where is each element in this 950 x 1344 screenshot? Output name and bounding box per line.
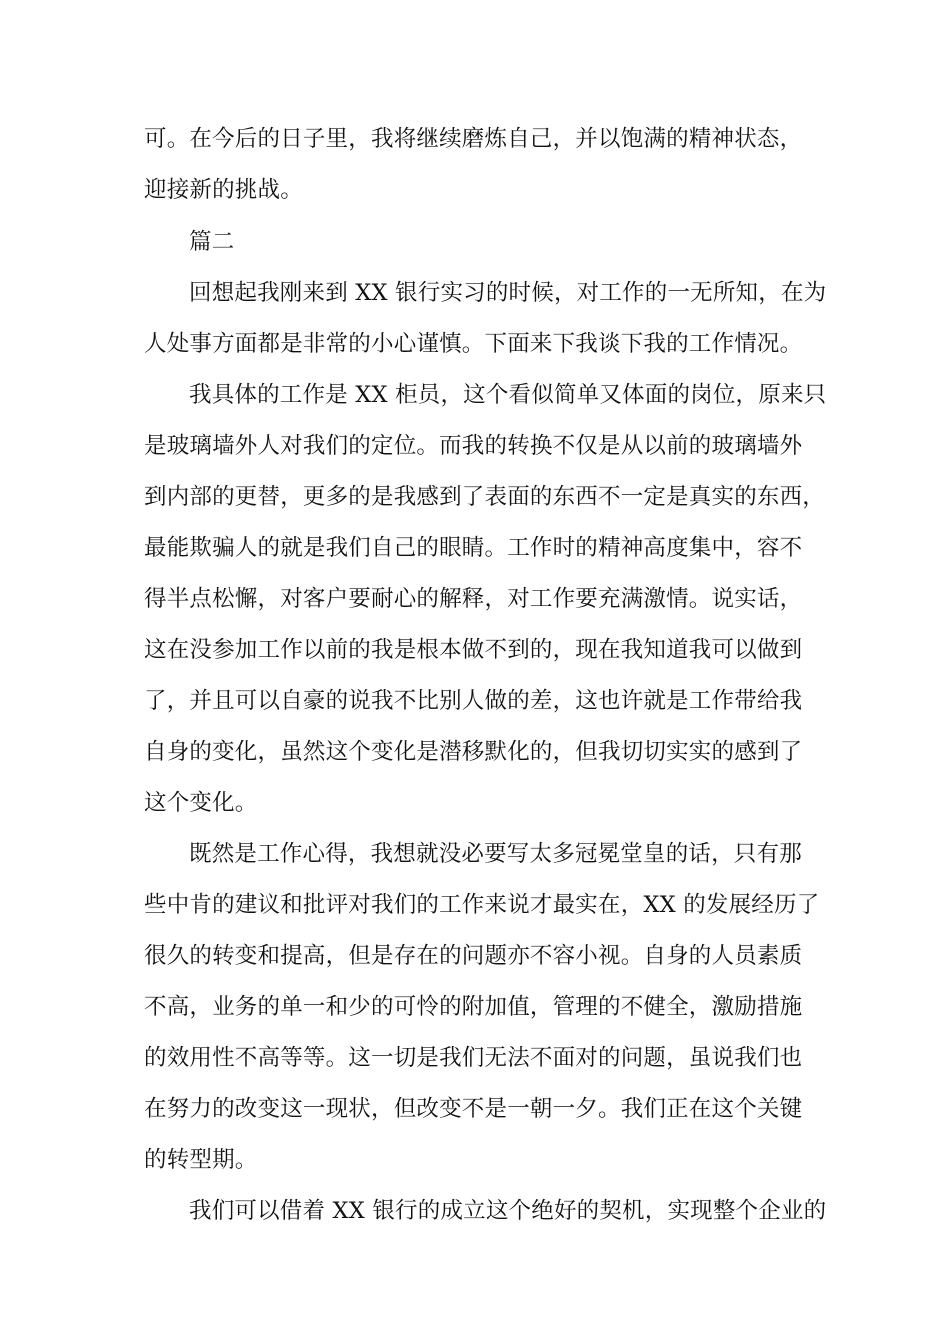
paragraph-line: 人处事方面都是非常的小心谨慎。下面来下我谈下我的工作情况。	[144, 331, 803, 357]
paragraph-line: 不高，业务的单一和少的可怜的附加值，管理的不健全，激励措施	[144, 994, 803, 1020]
paragraph-line: 自身的变化，虽然这个变化是潜移默化的，但我切切实实的感到了	[144, 739, 803, 765]
section-heading: 篇二	[189, 229, 235, 255]
paragraph-line: 些中肯的建议和批评对我们的工作来说才最实在，XX 的发展经历了	[144, 892, 820, 918]
paragraph-line: 到内部的更替，更多的是我感到了表面的东西不一定是真实的东西，	[144, 484, 826, 510]
paragraph-line: 这个变化。	[144, 790, 258, 816]
paragraph-line: 了，并且可以自豪的说我不比别人做的差，这也许就是工作带给我	[144, 688, 803, 714]
paragraph-line: 既然是工作心得，我想就没必要写太多冠冕堂皇的话，只有那	[189, 841, 802, 867]
paragraph-line: 得半点松懈，对客户要耐心的解释，对工作要充满激情。说实话，	[144, 586, 803, 612]
paragraph-line: 是玻璃墙外人对我们的定位。而我的转换不仅是从以前的玻璃墙外	[144, 433, 803, 459]
paragraph-line: 的效用性不高等等。这一切是我们无法不面对的问题，虽说我们也	[144, 1045, 803, 1071]
paragraph-line: 在努力的改变这一现状，但改变不是一朝一夕。我们正在这个关键	[144, 1096, 803, 1122]
paragraph-line: 的转型期。	[144, 1147, 258, 1173]
paragraph-line: 回想起我刚来到 XX 银行实习的时候，对工作的一无所知，在为	[189, 280, 827, 306]
paragraph-line: 我具体的工作是 XX 柜员，这个看似简单又体面的岗位，原来只	[189, 382, 827, 408]
paragraph-line: 很久的转变和提高，但是存在的问题亦不容小视。自身的人员素质	[144, 943, 803, 969]
text-line-1: 可。在今后的日子里，我将继续磨炼自己，并以饱满的精神状态，	[144, 126, 803, 152]
paragraph-line: 最能欺骗人的就是我们自己的眼睛。工作时的精神高度集中，容不	[144, 535, 803, 561]
text-line-2: 迎接新的挑战。	[144, 177, 303, 203]
paragraph-line: 我们可以借着 XX 银行的成立这个绝好的契机，实现整个企业的	[189, 1198, 827, 1224]
paragraph-line: 这在没参加工作以前的我是根本做不到的，现在我知道我可以做到	[144, 637, 803, 663]
